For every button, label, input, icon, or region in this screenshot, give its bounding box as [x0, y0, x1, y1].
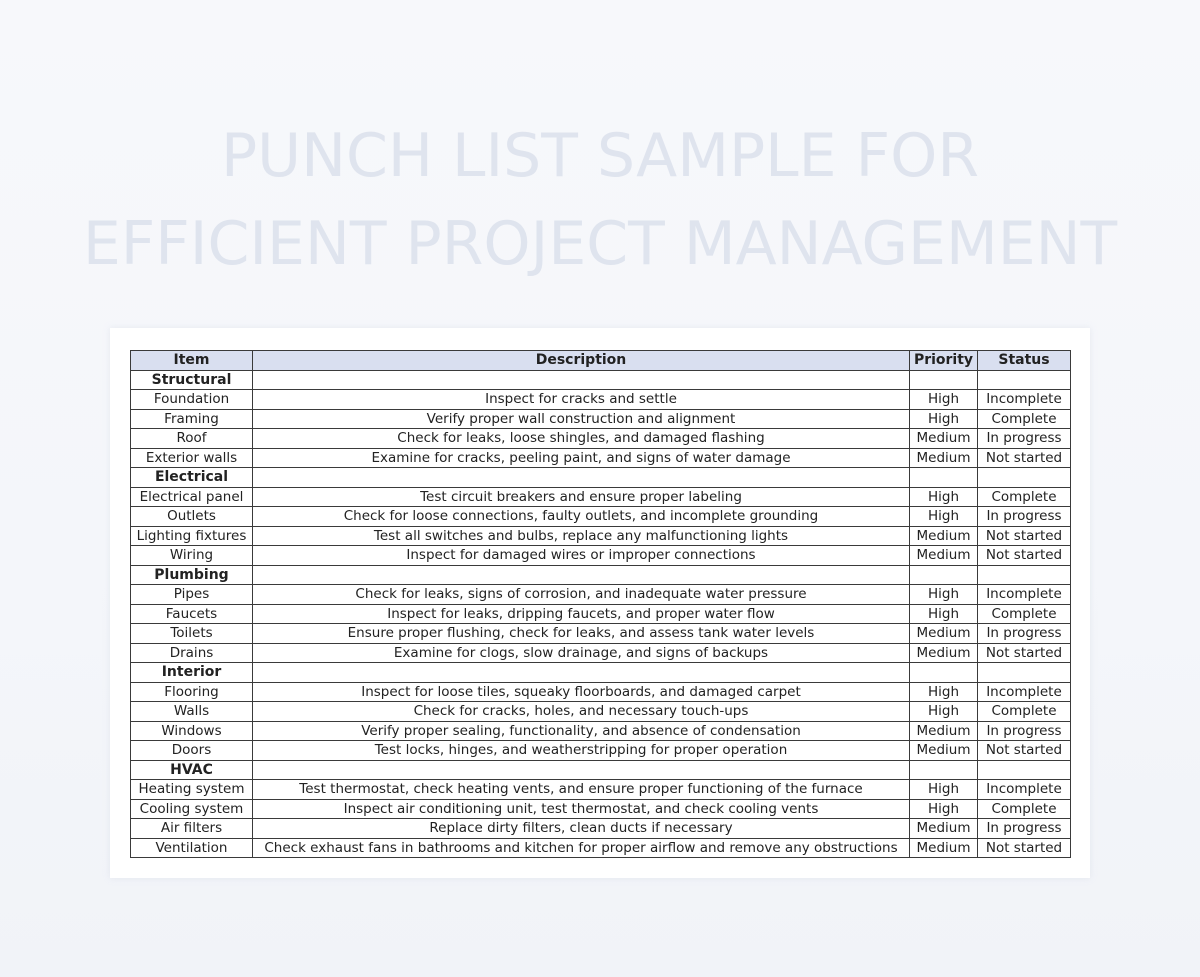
item-cell: Framing [131, 409, 253, 429]
description-cell: Examine for cracks, peeling paint, and signs of water damage [253, 448, 910, 468]
status-cell: Not started [978, 741, 1071, 761]
table-row [131, 526, 1071, 546]
description-cell: Test thermostat, check heating vents, and ensure proper functioning of the furnace [253, 780, 910, 800]
priority-cell: High [910, 682, 978, 702]
item-cell: Pipes [131, 585, 253, 605]
status-cell: Incomplete [978, 682, 1071, 702]
item-cell: Faucets [131, 604, 253, 624]
table-cell-empty [978, 663, 1071, 683]
page-title [0, 112, 1200, 288]
priority-cell: Medium [910, 741, 978, 761]
table-row [131, 487, 1071, 507]
item-cell: Toilets [131, 624, 253, 644]
column-header-description: Description [253, 351, 910, 371]
table-row [131, 702, 1071, 722]
category-row [131, 468, 1071, 488]
description-cell: Check exhaust fans in bathrooms and kitchen for proper airflow and remove any obstructions [253, 838, 910, 858]
category-label: HVAC [131, 760, 253, 780]
priority-cell: Medium [910, 526, 978, 546]
item-cell: Electrical panel [131, 487, 253, 507]
table-cell-empty [978, 370, 1071, 390]
column-header-status: Status [978, 351, 1071, 371]
status-cell: Incomplete [978, 780, 1071, 800]
table-cell-empty [910, 468, 978, 488]
table-row [131, 799, 1071, 819]
description-cell: Test all switches and bulbs, replace any malfunctioning lights [253, 526, 910, 546]
table-row [131, 624, 1071, 644]
priority-cell: High [910, 487, 978, 507]
priority-cell: High [910, 604, 978, 624]
description-cell: Inspect for damaged wires or improper connections [253, 546, 910, 566]
item-cell: Walls [131, 702, 253, 722]
table-row [131, 741, 1071, 761]
priority-cell: High [910, 409, 978, 429]
status-cell: In progress [978, 429, 1071, 449]
page-title-line-2: EFFICIENT PROJECT MANAGEMENT [82, 209, 1118, 279]
description-cell: Verify proper wall construction and alignment [253, 409, 910, 429]
status-cell: Not started [978, 526, 1071, 546]
table-cell-empty [253, 760, 910, 780]
description-cell: Check for loose connections, faulty outlets, and incomplete grounding [253, 507, 910, 527]
item-cell: Cooling system [131, 799, 253, 819]
priority-cell: High [910, 390, 978, 410]
category-row [131, 760, 1071, 780]
status-cell: Incomplete [978, 585, 1071, 605]
table-header-row [131, 351, 1071, 371]
table-cell-empty [253, 370, 910, 390]
priority-cell: High [910, 780, 978, 800]
category-row [131, 565, 1071, 585]
table-row [131, 448, 1071, 468]
table-cell-empty [910, 760, 978, 780]
column-header-item: Item [131, 351, 253, 371]
item-cell: Heating system [131, 780, 253, 800]
description-cell: Check for leaks, signs of corrosion, and inadequate water pressure [253, 585, 910, 605]
table-row [131, 819, 1071, 839]
description-cell: Inspect for loose tiles, squeaky floorboards, and damaged carpet [253, 682, 910, 702]
item-cell: Flooring [131, 682, 253, 702]
table-row [131, 838, 1071, 858]
item-cell: Drains [131, 643, 253, 663]
category-row [131, 370, 1071, 390]
table-row [131, 643, 1071, 663]
priority-cell: Medium [910, 546, 978, 566]
table-cell-empty [910, 565, 978, 585]
priority-cell: Medium [910, 721, 978, 741]
description-cell: Inspect for cracks and settle [253, 390, 910, 410]
status-cell: In progress [978, 507, 1071, 527]
item-cell: Outlets [131, 507, 253, 527]
item-cell: Windows [131, 721, 253, 741]
description-cell: Inspect air conditioning unit, test thermostat, and check cooling vents [253, 799, 910, 819]
item-cell: Exterior walls [131, 448, 253, 468]
item-cell: Wiring [131, 546, 253, 566]
table-row [131, 546, 1071, 566]
table-cell-empty [910, 370, 978, 390]
status-cell: Complete [978, 487, 1071, 507]
table-row [131, 682, 1071, 702]
status-cell: In progress [978, 624, 1071, 644]
page-title-line-1: PUNCH LIST SAMPLE FOR [220, 121, 980, 191]
table-row [131, 409, 1071, 429]
status-cell: Not started [978, 448, 1071, 468]
priority-cell: High [910, 799, 978, 819]
item-cell: Air filters [131, 819, 253, 839]
status-cell: Incomplete [978, 390, 1071, 410]
priority-cell: Medium [910, 643, 978, 663]
table-cell-empty [253, 468, 910, 488]
item-cell: Ventilation [131, 838, 253, 858]
category-label: Interior [131, 663, 253, 683]
item-cell: Lighting fixtures [131, 526, 253, 546]
category-label: Plumbing [131, 565, 253, 585]
priority-cell: Medium [910, 838, 978, 858]
category-label: Electrical [131, 468, 253, 488]
table-row [131, 585, 1071, 605]
priority-cell: High [910, 702, 978, 722]
description-cell: Examine for clogs, slow drainage, and signs of backups [253, 643, 910, 663]
description-cell: Verify proper sealing, functionality, and absence of condensation [253, 721, 910, 741]
description-cell: Test circuit breakers and ensure proper labeling [253, 487, 910, 507]
priority-cell: Medium [910, 624, 978, 644]
item-cell: Roof [131, 429, 253, 449]
table-cell-empty [978, 760, 1071, 780]
table-cell-empty [253, 565, 910, 585]
status-cell: Not started [978, 546, 1071, 566]
description-cell: Ensure proper flushing, check for leaks, and assess tank water levels [253, 624, 910, 644]
description-cell: Check for leaks, loose shingles, and damaged flashing [253, 429, 910, 449]
table-row [131, 390, 1071, 410]
table-cell-empty [978, 468, 1071, 488]
status-cell: In progress [978, 721, 1071, 741]
spreadsheet-card [110, 328, 1090, 878]
status-cell: Complete [978, 604, 1071, 624]
item-cell: Foundation [131, 390, 253, 410]
priority-cell: Medium [910, 448, 978, 468]
punch-list-table [130, 350, 1071, 858]
table-row [131, 507, 1071, 527]
table-cell-empty [910, 663, 978, 683]
table-row [131, 780, 1071, 800]
status-cell: Complete [978, 702, 1071, 722]
priority-cell: High [910, 585, 978, 605]
table-row [131, 721, 1071, 741]
description-cell: Inspect for leaks, dripping faucets, and proper water flow [253, 604, 910, 624]
priority-cell: High [910, 507, 978, 527]
status-cell: Not started [978, 838, 1071, 858]
priority-cell: Medium [910, 819, 978, 839]
description-cell: Check for cracks, holes, and necessary touch-ups [253, 702, 910, 722]
description-cell: Replace dirty filters, clean ducts if necessary [253, 819, 910, 839]
description-cell: Test locks, hinges, and weatherstripping for proper operation [253, 741, 910, 761]
category-row [131, 663, 1071, 683]
status-cell: Complete [978, 409, 1071, 429]
item-cell: Doors [131, 741, 253, 761]
table-cell-empty [253, 663, 910, 683]
table-row [131, 604, 1071, 624]
column-header-priority: Priority [910, 351, 978, 371]
table-cell-empty [978, 565, 1071, 585]
priority-cell: Medium [910, 429, 978, 449]
status-cell: In progress [978, 819, 1071, 839]
category-label: Structural [131, 370, 253, 390]
status-cell: Not started [978, 643, 1071, 663]
table-row [131, 429, 1071, 449]
status-cell: Complete [978, 799, 1071, 819]
